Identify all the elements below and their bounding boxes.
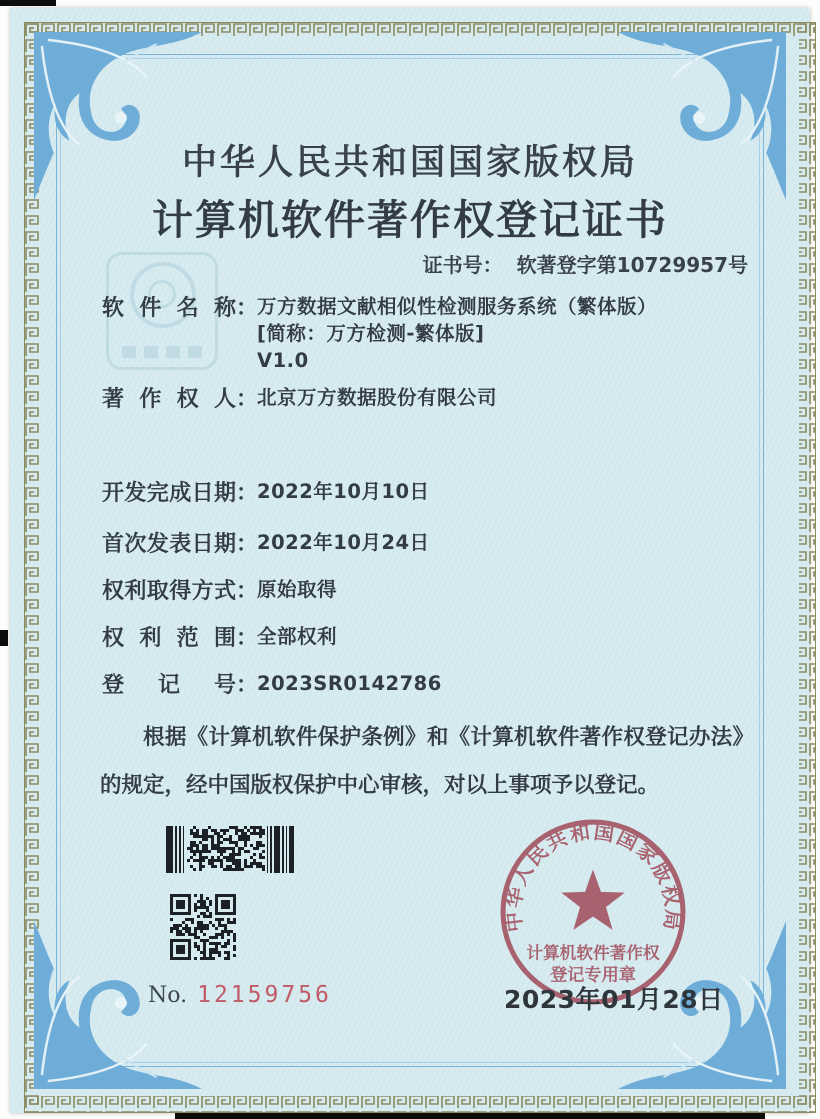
field-value <box>257 621 337 650</box>
scan-artifact-top <box>0 0 56 6</box>
field-colon: ： <box>236 481 259 506</box>
issue-date: 2023年01月28日 <box>504 985 724 1014</box>
field-label: 著作权人 <box>102 387 236 412</box>
field-colon: ： <box>236 673 259 698</box>
field-colon: ： <box>236 626 259 651</box>
certificate-title: 计算机软件著作权登记证书 <box>152 196 668 244</box>
serial-number-line <box>148 982 332 1008</box>
seal-ring-text: 中华人民共和国国家版权局 <box>500 819 686 934</box>
first-publish-date-value: 2022年10月24日 <box>257 531 430 554</box>
qr-code <box>170 894 237 961</box>
rights-method-value: 原始取得 <box>257 578 338 601</box>
field-colon: ： <box>236 296 259 321</box>
field-label: 软件名称 <box>102 296 236 321</box>
field-first-publish-date <box>102 527 770 558</box>
pdf417-barcode <box>166 826 294 873</box>
certificate-paper <box>10 8 810 1113</box>
seal-star <box>561 870 624 930</box>
field-colon: ： <box>236 532 259 557</box>
field-value <box>257 574 337 603</box>
rights-scope-value: 全部权利 <box>257 625 338 648</box>
field-colon: ： <box>236 387 259 412</box>
seal-caption-line2: 登记专用章 <box>550 965 636 986</box>
issuing-authority-title: 中华人民共和国国家版权局 <box>181 142 638 183</box>
field-software-name <box>102 291 770 374</box>
scan-artifact-left <box>0 630 8 646</box>
software-name-line2: [简称：万方检测-繁体版] <box>257 322 485 345</box>
field-colon: ： <box>236 579 259 604</box>
certificate-number-label: 证书号： <box>422 253 503 277</box>
field-value <box>257 668 442 697</box>
certificate-number-value: 软著登字第10729957号 <box>516 253 748 277</box>
seal-caption-line1: 计算机软件著作权 <box>526 943 660 963</box>
software-name-line1: 万方数据文献相似性检测服务系统（繁体版） <box>257 295 658 318</box>
border-bottom <box>24 1096 816 1113</box>
field-value <box>257 291 657 374</box>
field-label: 首次发表日期 <box>102 532 236 557</box>
field-dev-complete-date <box>102 476 770 507</box>
scan-artifact-bottom <box>175 1113 765 1119</box>
software-name-line3: V1.0 <box>257 349 309 372</box>
field-value <box>257 527 430 556</box>
field-copyright-owner <box>102 382 770 413</box>
serial-prefix: No. <box>148 983 188 1008</box>
field-value <box>257 476 430 505</box>
registration-no-value: 2023SR0142786 <box>257 672 442 695</box>
field-label: 开发完成日期 <box>102 481 236 506</box>
serial-number: 12159756 <box>197 982 332 1008</box>
field-label: 权利范围 <box>102 626 236 651</box>
border-right <box>799 22 816 1113</box>
registration-statement: 根据《计算机软件保护条例》和《计算机软件著作权登记办法》的规定，经中国版权保护中心审核，对以上事项予以登记。 <box>100 725 754 798</box>
field-rights-method <box>102 574 770 605</box>
dev-complete-date-value: 2022年10月10日 <box>257 480 430 503</box>
field-label: 登记号 <box>102 673 236 698</box>
certificate-number-line <box>423 249 748 278</box>
field-rights-scope <box>102 621 770 652</box>
copyright-owner-value: 北京万方数据股份有限公司 <box>257 386 498 409</box>
field-value <box>257 382 497 411</box>
field-label: 权利取得方式 <box>102 579 236 604</box>
field-registration-no <box>102 668 770 699</box>
